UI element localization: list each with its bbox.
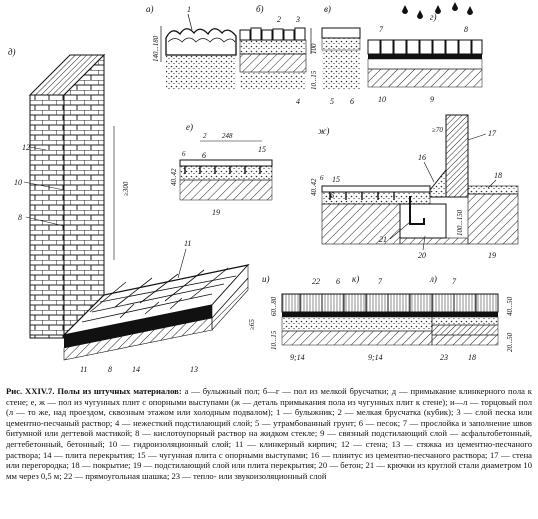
callout-7-l: 7 — [452, 277, 456, 286]
caption-body: а — булыжный пол; б—г — пол из мелкой брусчатки; д — примыкание клинкерного пола к стене; е, ж — пол из чугунных плит с опорными выступами (ж — деталь примыкания пола из чугунных плит к стене); и—л — торцовый пол (л — то же, над проездом, сквозным этажом или холодным подвалом); 1 — булыжник; 2 — мелкая брусчатка (кубик); 3 — слой песка или цементно-песчаный раствор; 4 — нежесткий подстилающий слой; 5 — утрамбованный грунт; 6 — песок; 7 — прослойка и заполнение швов битумной или дегтевой мастикой; 8 — кислотоупорный раствор на жидком стекле; 9 — связный подстилающий слой — асфальтобетонный, дегтебетонный, бетонный; 10 — гидроизоляционный слой; 11 — клинкерный кирпич; 12 — стена; 13 — стяжка из цементно-песчаного раствора; 14 — плита перекрытия; 15 — чугунная плита с опорными выступами; 16 — плинтус из цементно-песчаного раствора; 17 — стена или перегородка; 18 — покрытие; 19 — подстилающий слой или плита перекрытия; 20 — бетон; 21 — крючки из круглой стали диаметром 10 мм через 0,5 м; 22 — прямоугольная шашка; 23 — тепло- или звукоизоляционный слой — [6, 386, 532, 481]
figure-caption — [6, 386, 532, 481]
panel-a-label: a) — [146, 4, 154, 14]
dim-e-span2: 248 — [222, 132, 233, 140]
callout-3: 3 — [296, 15, 300, 24]
callout-18: 18 — [494, 171, 502, 180]
callout-8: 8 — [464, 25, 468, 34]
dim-i-bottom: 10...15 — [270, 330, 278, 350]
callout-9-14-i: 9;14 — [290, 353, 305, 362]
dim-zh-gap: 6 — [320, 174, 324, 182]
callout-6-e: 6 — [202, 151, 206, 160]
callout-10: 10 — [378, 95, 386, 104]
panel-e-cast-iron-plate-floor — [170, 122, 272, 217]
panel-e-label: е) — [186, 122, 193, 132]
callout-9: 9 — [430, 95, 434, 104]
panel-d-label: д) — [8, 47, 16, 57]
panel-v-paving-on-sand — [322, 4, 360, 106]
callout-8-d: 8 — [18, 213, 22, 222]
dim-zh-vert: 40..42 — [310, 178, 318, 196]
panel-i-label: и) — [262, 274, 270, 284]
dim-e-thick: 40..42 — [170, 168, 178, 186]
callout-6-i: 6 — [336, 277, 340, 286]
caption-title — [6, 386, 182, 396]
callout-6-zh: 6 — [330, 191, 334, 200]
dim-zh-offset: ≥70 — [432, 126, 443, 134]
callout-10-d: 10 — [14, 178, 22, 187]
dim-a-thickness: 140...180 — [152, 35, 160, 62]
callout-11-d: 11 — [184, 239, 192, 248]
callout-6: 6 — [350, 97, 354, 106]
dim-l-bottom: 20...50 — [506, 332, 514, 352]
panel-g-label: г) — [430, 12, 437, 22]
panel-l-label: л) — [430, 274, 437, 284]
caption-title-text: Полы из штучных материалов: — [57, 386, 182, 396]
dim-e-gap: 6 — [182, 150, 186, 158]
panel-v-label: в) — [324, 4, 331, 14]
callout-18-l: 18 — [468, 353, 476, 362]
panel-i-k-l-end-grain-floor — [262, 274, 514, 362]
panel-a-cobblestone-floor — [146, 4, 236, 90]
callout-2: 2 — [277, 15, 281, 24]
callout-22: 22 — [312, 277, 320, 286]
panel-k-label: к) — [352, 274, 360, 284]
callout-19-zh: 19 — [488, 251, 496, 260]
dim-e-span1: 2 — [203, 132, 207, 140]
callout-16: 16 — [418, 153, 426, 162]
callout-5: 5 — [330, 97, 334, 106]
callout-11-bottom: 11 — [80, 365, 88, 374]
callout-1: 1 — [187, 5, 191, 14]
callout-13: 13 — [190, 365, 198, 374]
callout-19: 19 — [212, 208, 220, 217]
dim-b-thickness: 100 — [310, 43, 318, 54]
callout-12: 12 — [22, 143, 30, 152]
callout-23: 23 — [440, 353, 448, 362]
panel-b-label: б) — [256, 4, 264, 14]
panel-zh-plate-wall-junction — [310, 115, 518, 260]
callout-9-14-k: 9;14 — [368, 353, 383, 362]
dim-d-height: ≥300 — [122, 181, 130, 196]
dim-i-top: 60...80 — [270, 296, 278, 316]
callout-14: 14 — [132, 365, 140, 374]
callout-4: 4 — [296, 97, 300, 106]
callout-15-zh: 15 — [332, 175, 340, 184]
callout-7: 7 — [379, 25, 383, 34]
panel-zh-label: ж) — [318, 126, 330, 136]
panel-b-small-paving-floor — [240, 4, 318, 106]
callout-20: 20 — [418, 251, 426, 260]
callout-21: 21 — [379, 235, 387, 244]
caption-prefix: Рис. XXIV.7. — [6, 386, 55, 396]
dim-a-base: 10...15 — [310, 70, 318, 90]
panel-g-paving-acid-resistant — [368, 2, 482, 104]
callout-7-k: 7 — [378, 277, 382, 286]
dim-d-side: ≥65 — [248, 319, 256, 330]
dim-l-top: 40...50 — [506, 296, 514, 316]
dim-zh-depth: 100...150 — [456, 209, 464, 236]
callout-15: 15 — [258, 145, 266, 154]
callout-17: 17 — [488, 129, 496, 138]
callout-8-bottom: 8 — [108, 365, 112, 374]
